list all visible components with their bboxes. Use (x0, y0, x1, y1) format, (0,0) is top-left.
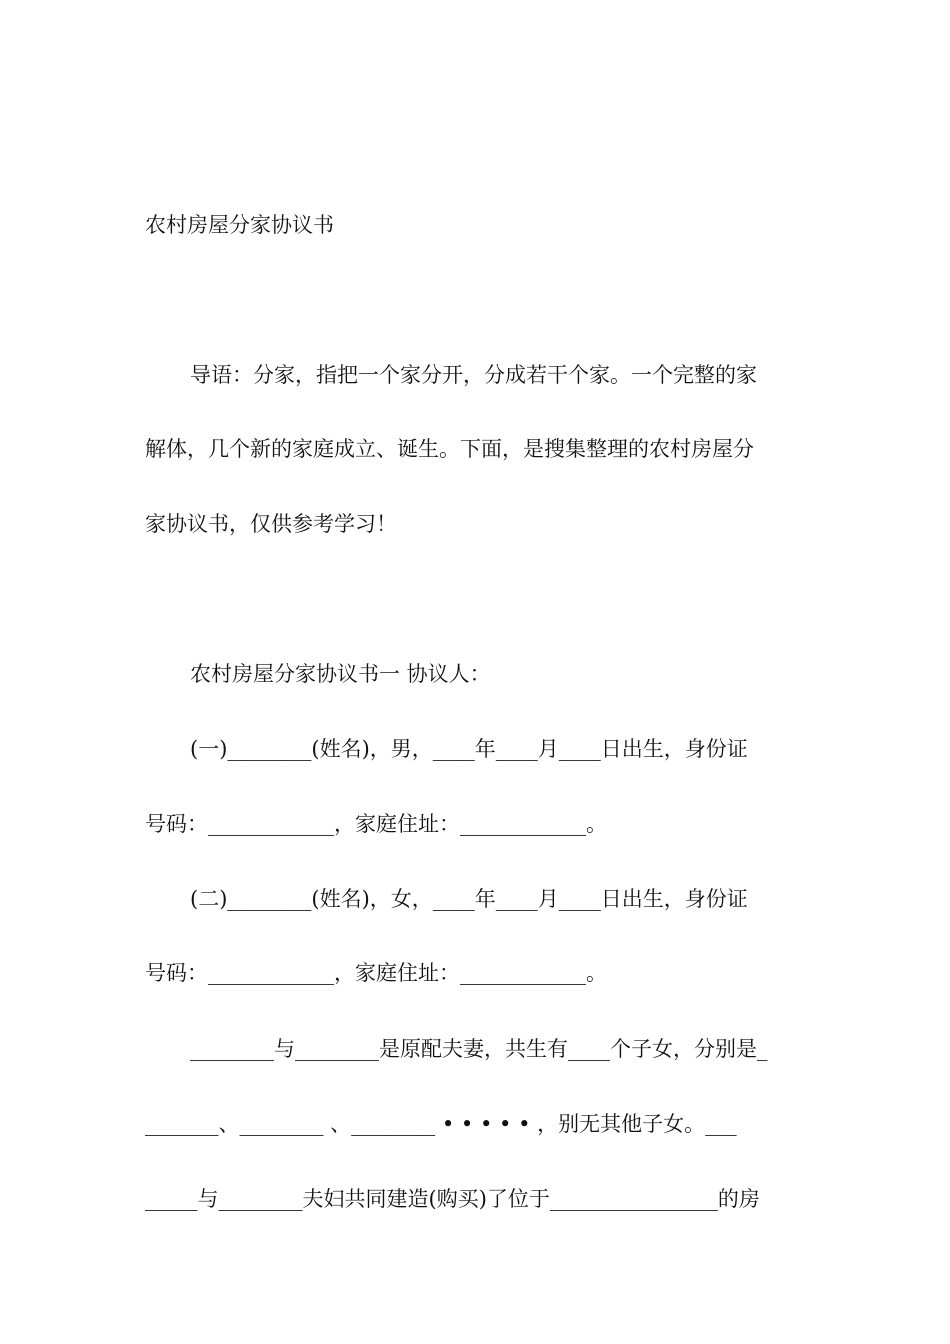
intro-line-2: 解体，几个新的家庭成立、诞生。下面，是搜集整理的农村房屋分 (145, 437, 754, 461)
intro-line-1: 导语：分家，指把一个家分开，分成若干个家。一个完整的家 (190, 363, 757, 387)
clause-line-1: ________与________是原配夫妻，共生有____个子女，分别是_ (190, 1037, 768, 1061)
party-one-line-1: (一)________(姓名)，男，____年____月____日出生，身份证 (190, 737, 748, 761)
document-title: 农村房屋分家协议书 (145, 213, 334, 237)
clause-line-3: _____与________夫妇共同建造(购买)了位于________________的房 (145, 1187, 760, 1211)
intro-line-3: 家协议书，仅供参考学习！ (145, 512, 397, 536)
section-heading: 农村房屋分家协议书一 协议人： (190, 662, 491, 686)
party-one-line-2: 号码：____________，家庭住址：____________。 (145, 812, 607, 836)
party-two-line-2: 号码：____________，家庭住址：____________。 (145, 961, 607, 985)
clause-line-2: _______、________ 、________ • • • • • ，别无其他子女。___ (145, 1112, 737, 1136)
party-two-line-1: (二)________(姓名)，女，____年____月____日出生，身份证 (190, 887, 748, 911)
